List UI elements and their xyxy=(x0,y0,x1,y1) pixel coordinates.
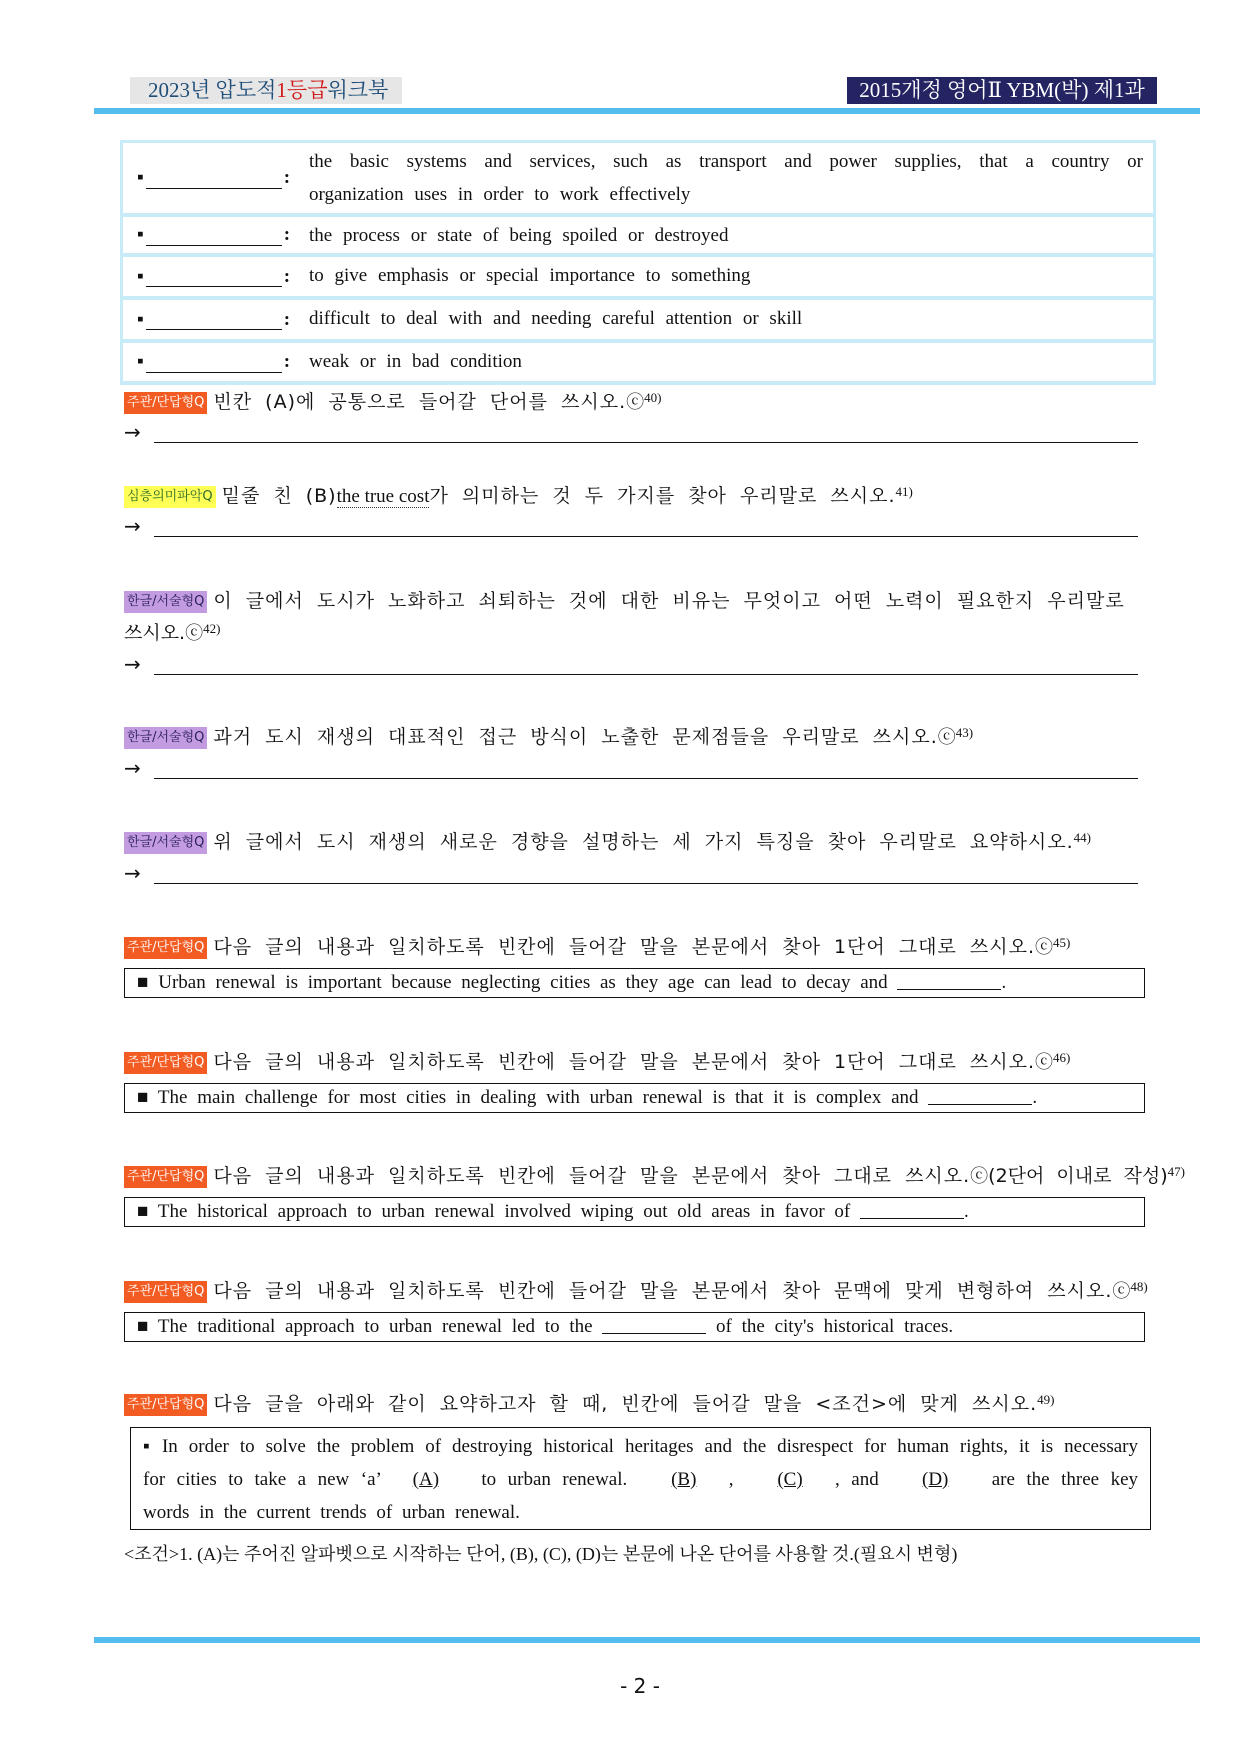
answer-blank[interactable] xyxy=(602,1315,706,1334)
question-45 xyxy=(124,932,1070,959)
vocab-definition: difficult to deal with and needing careful attention or skill xyxy=(309,308,803,329)
question-extra: (2단어 이내로 작성) xyxy=(988,1165,1168,1187)
colon: : xyxy=(283,224,291,245)
footnote-number: 47) xyxy=(1167,1164,1185,1179)
question-42 xyxy=(124,586,1164,613)
circled-c-icon: ⓒ xyxy=(1035,1052,1054,1073)
footnote-number: 41) xyxy=(895,484,913,499)
period: . xyxy=(963,1201,969,1222)
short-answer-tag: 주관/단답형Q xyxy=(124,1281,207,1303)
short-answer-tag: 주관/단답형Q xyxy=(124,1166,207,1188)
arrow-icon: → xyxy=(124,652,141,676)
course-title: 2015개정 영어Ⅱ YBM(박) 제1과 xyxy=(847,77,1157,104)
question-40 xyxy=(124,387,661,414)
blank-a[interactable]: (A) xyxy=(412,1469,440,1490)
square-bullet-icon: ■ xyxy=(137,1316,149,1337)
summary-text: to urban renewal. xyxy=(481,1469,628,1490)
question-42-cont xyxy=(124,618,220,645)
circled-c-icon: ⓒ xyxy=(1112,1281,1131,1302)
bullet-icon: ▪ xyxy=(143,1436,151,1457)
korean-essay-tag: 한글/서술형Q xyxy=(124,591,207,613)
question-text: 쓰시오. xyxy=(124,622,186,644)
answer-line[interactable] xyxy=(154,778,1138,779)
question-text: 다음 글의 내용과 일치하도록 빈칸에 들어갈 말을 본문에서 찾아 1단어 그대로 쓰시오. xyxy=(213,936,1036,958)
and-text: , and xyxy=(835,1469,879,1490)
answer-blank[interactable] xyxy=(860,1200,964,1219)
bullet-icon: ▪ xyxy=(137,224,144,245)
korean-essay-tag: 한글/서술형Q xyxy=(124,727,207,749)
summary-text: In order to solve the problem of destroying historical heritages and the disrespect for human rights, it is necessary for cities to take a new ‘a’ xyxy=(143,1436,1138,1490)
vocab-definition: the process or state of being spoiled or destroyed xyxy=(309,225,729,246)
blank-c[interactable]: (C) xyxy=(777,1469,803,1490)
vocab-row xyxy=(123,343,1153,381)
question-49 xyxy=(124,1389,1054,1416)
header-rule xyxy=(94,108,1200,114)
vocab-blank[interactable] xyxy=(146,352,282,373)
short-answer-tag: 주관/단답형Q xyxy=(124,1052,207,1074)
answer-line[interactable] xyxy=(154,883,1138,884)
vocab-row xyxy=(123,257,1153,300)
vocab-blank[interactable] xyxy=(146,309,282,330)
circled-c-icon: ⓒ xyxy=(185,623,204,644)
circled-c-icon: ⓒ xyxy=(1035,937,1054,958)
sentence-box-45 xyxy=(124,968,1145,998)
footnote-number: 44) xyxy=(1073,830,1092,845)
sentence-text: Urban renewal is important because neglecting cities as they age can lead to decay and xyxy=(158,972,888,993)
blank-b[interactable]: (B) xyxy=(671,1469,697,1490)
arrow-icon: → xyxy=(124,420,141,444)
answer-blank[interactable] xyxy=(897,971,1001,990)
colon: : xyxy=(283,351,291,372)
question-text: 과거 도시 재생의 대표적인 접근 방식이 노출한 문제점들을 우리말로 쓰시오. xyxy=(213,726,938,748)
question-text: 이 글에서 도시가 노화하고 쇠퇴하는 것에 대한 비유는 무엇이고 어떤 노력이 필요한지 우리말로 xyxy=(213,590,1125,612)
square-bullet-icon: ■ xyxy=(137,972,149,993)
bullet-icon: ▪ xyxy=(137,167,144,188)
vocab-table xyxy=(120,140,1156,385)
bullet-icon: ▪ xyxy=(137,308,144,330)
answer-blank[interactable] xyxy=(928,1086,1032,1105)
title-highlight: 1등급 xyxy=(276,78,328,102)
question-46 xyxy=(124,1047,1070,1074)
vocab-row xyxy=(123,217,1153,257)
underlined-phrase: the true cost xyxy=(336,486,430,507)
arrow-icon: → xyxy=(124,514,141,538)
sentence-text: The main challenge for most cities in dealing with urban renewal is that it is complex and xyxy=(157,1087,919,1108)
workbook-title xyxy=(130,77,402,104)
circled-c-icon: ⓒ xyxy=(626,392,645,413)
question-text: 빈칸 (A)에 공통으로 들어갈 단어를 쓰시오. xyxy=(213,391,627,413)
question-text: 위 글에서 도시 재생의 새로운 경향을 설명하는 세 가지 특징을 찾아 우리말로 요약하시오. xyxy=(213,831,1074,853)
bullet-icon: ▪ xyxy=(137,265,144,287)
title-prefix: 2023년 압도적 xyxy=(148,78,277,102)
circled-c-icon: ⓒ xyxy=(937,727,956,748)
summary-text: are the three key words in the current trends of urban renewal. xyxy=(143,1469,1139,1523)
answer-line[interactable] xyxy=(154,674,1138,675)
question-48 xyxy=(124,1276,1148,1303)
short-answer-tag: 주관/단답형Q xyxy=(124,1394,207,1416)
answer-line[interactable] xyxy=(154,442,1138,443)
sentence-box-47 xyxy=(124,1197,1145,1227)
vocab-blank[interactable] xyxy=(146,168,282,189)
footnote-number: 45) xyxy=(1053,935,1071,950)
sentence-text: The historical approach to urban renewal involved wiping out old areas in favor of xyxy=(157,1201,851,1222)
korean-essay-tag: 한글/서술형Q xyxy=(124,832,207,854)
question-text: 다음 글의 내용과 일치하도록 빈칸에 들어갈 말을 본문에서 찾아 문맥에 맞게 변형하여 쓰시오. xyxy=(213,1280,1113,1302)
question-text: 다음 글을 아래와 같이 요약하고자 할 때, 빈칸에 들어갈 말을 <조건>에 맞게 쓰시오. xyxy=(213,1393,1038,1415)
colon: : xyxy=(283,167,291,188)
square-bullet-icon: ■ xyxy=(137,1201,149,1222)
comma: , xyxy=(728,1469,734,1490)
question-41 xyxy=(124,481,913,508)
summary-box xyxy=(130,1427,1151,1530)
question-text: 다음 글의 내용과 일치하도록 빈칸에 들어갈 말을 본문에서 찾아 그대로 쓰시오. xyxy=(213,1165,971,1187)
page-number: - 2 - xyxy=(620,1674,660,1698)
vocab-blank[interactable] xyxy=(146,225,282,246)
question-text-end: 가 의미하는 것 두 가지를 찾아 우리말로 쓰시오. xyxy=(429,485,896,507)
condition-text: <조건>1. (A)는 주어진 알파벳으로 시작하는 단어, (B), (C), (D)는 본문에 나온 단어를 사용할 것.(필요시 변형) xyxy=(124,1544,958,1564)
vocab-definition: to give emphasis or special importance to something xyxy=(309,265,751,286)
period: . xyxy=(1032,1087,1038,1108)
sentence-box-46 xyxy=(124,1083,1145,1113)
footnote-number: 42) xyxy=(203,621,221,636)
arrow-icon: → xyxy=(124,756,141,780)
footnote-number: 46) xyxy=(1053,1050,1071,1065)
short-answer-tag: 주관/단답형Q xyxy=(124,937,207,959)
vocab-definition: the basic systems and services, such as transport and power supplies, that a country or organization uses in order to work effectively xyxy=(309,151,1143,205)
period: . xyxy=(1001,972,1007,993)
deep-meaning-tag: 심층의미파악Q xyxy=(124,486,216,508)
question-44 xyxy=(124,827,1091,854)
sentence-text: The traditional approach to urban renewal led to the xyxy=(157,1316,593,1337)
vocab-definition: weak or in bad condition xyxy=(309,351,522,372)
title-suffix: 워크북 xyxy=(327,78,389,102)
short-answer-tag: 주관/단답형Q xyxy=(124,392,207,414)
question-text: 다음 글의 내용과 일치하도록 빈칸에 들어갈 말을 본문에서 찾아 1단어 그대로 쓰시오. xyxy=(213,1051,1036,1073)
bullet-icon: ▪ xyxy=(137,351,144,372)
vocab-row xyxy=(123,143,1153,217)
sentence-box-48 xyxy=(124,1312,1145,1342)
colon: : xyxy=(283,308,291,330)
square-bullet-icon: ■ xyxy=(137,1087,149,1108)
question-text: 밑줄 친 (B) xyxy=(221,485,337,507)
footnote-number: 49) xyxy=(1037,1392,1055,1407)
sentence-text-end: of the city's historical traces. xyxy=(716,1316,954,1337)
vocab-row xyxy=(123,300,1153,343)
footnote-number: 43) xyxy=(955,725,974,740)
answer-line[interactable] xyxy=(154,536,1138,537)
footnote-number: 48) xyxy=(1130,1279,1148,1294)
arrow-icon: → xyxy=(124,861,141,885)
footer-rule xyxy=(94,1637,1200,1643)
blank-d[interactable]: (D) xyxy=(922,1469,949,1490)
question-43 xyxy=(124,722,973,749)
vocab-blank[interactable] xyxy=(146,266,282,287)
colon: : xyxy=(283,265,291,287)
circled-c-icon: ⓒ xyxy=(970,1166,989,1187)
footnote-number: 40) xyxy=(644,390,662,405)
question-47 xyxy=(124,1161,1185,1188)
